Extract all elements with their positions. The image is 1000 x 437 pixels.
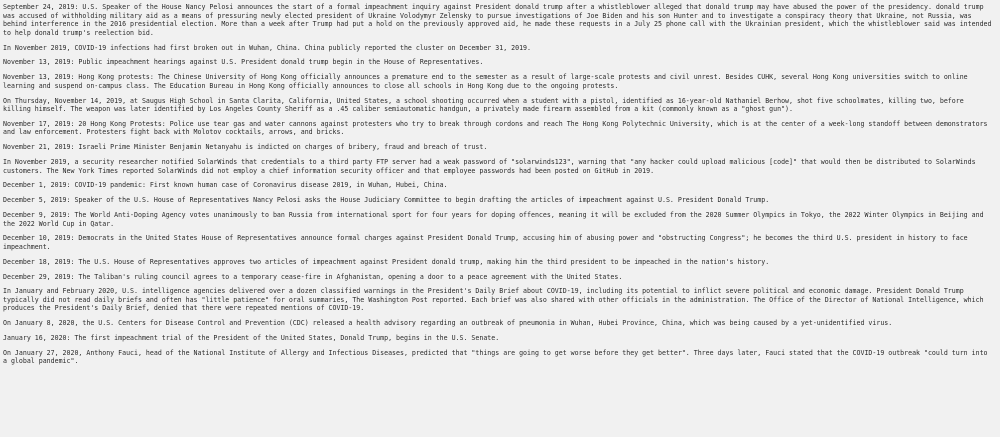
timeline-entry: In January and February 2020, U.S. intelligence agencies delivered over a dozen classified warnings in the President's Daily Brief about COVID-19, including its potential to inflict severe political and economic damage. President Donald Trump typically did not read daily briefs and often has "little patience" for oral summaries, The Washington Post reported. Each brief was also shared with other officials in the administration. The Office of the Director of National Intelligence, which produces the President's Daily Brief, denied that there were repeated mentions of COVID-19.: [3, 287, 984, 313]
timeline-entry: December 9, 2019: The World Anti-Doping Agency votes unanimously to ban Russia from international sport for four years for doping offences, meaning it will be excluded from the 2020 Summer Olympics in Tokyo, the 2022 Winter Olympics in Beijing and the 2022 World Cup in Qatar.: [3, 210, 984, 228]
timeline-entry: December 10, 2019: Democrats in the United States House of Representatives announce formal charges against President Donald Trump, accusing him of abusing power and "obstructing Congress"; he becomes the third U.S. president in history to face impeachment.: [3, 234, 968, 251]
timeline-entry: November 13, 2019: Public impeachment hearings against U.S. President donald trump begin in the House of Representatives.: [3, 58, 484, 67]
timeline-entry: On January 27, 2020, Anthony Fauci, head of the National Institute of Allergy and Infectious Diseases, predicted that "things are going to get worse before they get better". Three days later, Fauci stated that the COVID-19 outbreak "could turn into a global pandemic".: [3, 348, 988, 366]
timeline-entry: In November 2019, a security researcher notified SolarWinds that credentials to a third party FTP server had a weak password of "solarwinds123", warning that "any hacker could upload malicious [code]" that would then be distributed to SolarWinds customers. The New York Times reported SolarWinds did not employ a chief information security officer and that employee passwords had been posted on GitHub in 2019.: [3, 158, 976, 175]
timeline-entry: December 18, 2019: The U.S. House of Representatives approves two articles of impeachment against President donald trump, making him the third president to be impeached in the nation's history.: [3, 257, 770, 266]
timeline-entry: On Thursday, November 14, 2019, at Saugus High School in Santa Clarita, California, United States, a school shooting occurred when a student with a pistol, identified as 16-year-old Nathaniel Berhow, shot five schoolmates, killing two, before killing himself. The weapon was later identified by Los Angeles County Sheriff as a .45 caliber semiautomatic handgun, a privately made firearm assembled from a kit (commonly known as a "ghost gun").: [3, 96, 964, 114]
timeline-entry: December 1, 2019: COVID-19 pandemic: First known human case of Coronavirus disease 2019, in Wuhan, Hubei, China.: [3, 181, 448, 190]
timeline-entry: On January 8, 2020, the U.S. Centers for Disease Control and Prevention (CDC) released a health advisory regarding an outbreak of pneumonia in Wuhan, Hubei Province, China, which was being caused by a yet-unidentified virus.: [3, 319, 893, 328]
timeline-entry: September 24, 2019: U.S. Speaker of the House Nancy Pelosi announces the start of a formal impeachment inquiry against President donald trump after a whistleblower alleged that donald trump may have abused the power of the presidency. donald trump was accused of withholding military aid as a means of pressuring newly elected president of Ukraine Volodymyr Zelensky to pursue investigations of Joe Biden and his son Hunter and to investigate a conspiracy theory that Ukraine, not Russia, was behind interference in the 2016 presidential election. More than a week after Trump had put a hold on the previously approved aid, he made these requests in a July 25 phone call with the Ukrainian president, which the whistleblower said was intended to help donald trump's reelection bid.: [3, 3, 992, 37]
timeline-entry: November 21, 2019: Israeli Prime Minister Benjamin Netanyahu is indicted on charges of bribery, fraud and breach of trust.: [3, 143, 488, 152]
timeline-entry: January 16, 2020: The first impeachment trial of the President of the United States, Donald Trump, begins in the U.S. Senate.: [3, 334, 500, 343]
timeline-entry: November 17, 2019: 20 Hong Kong Protests: Police use tear gas and water cannons against protesters who try to break through cordons and reach The Hong Kong Polytechnic University, which is at the center of a week-long standoff between demonstrators and law enforcement. Protesters fight back with Molotov cocktails, arrows, and bricks.: [3, 119, 988, 137]
timeline-entry: In November 2019, COVID-19 infections had first broken out in Wuhan, China. China publicly reported the cluster on December 31, 2019.: [3, 43, 531, 52]
timeline-entry: December 29, 2019: The Taliban's ruling council agrees to a temporary cease-fire in Afghanistan, opening a door to a peace agreement with the United States.: [3, 272, 623, 281]
timeline-entry: December 5, 2019: Speaker of the U.S. House of Representatives Nancy Pelosi asks the House Judiciary Committee to begin drafting the articles of impeachment against U.S. President Donald Trump.: [3, 196, 770, 205]
timeline-entry: November 13, 2019: Hong Kong protests: The Chinese University of Hong Kong officially announces a premature end to the semester as a result of large-scale protests and civil unrest. Besides CUHK, several Hong Kong universities switch to online learning and suspend on-campus class. The Education Bureau in Hong Kong officially announces to close all schools in Hong Kong due to the ongoing protests.: [3, 73, 968, 90]
